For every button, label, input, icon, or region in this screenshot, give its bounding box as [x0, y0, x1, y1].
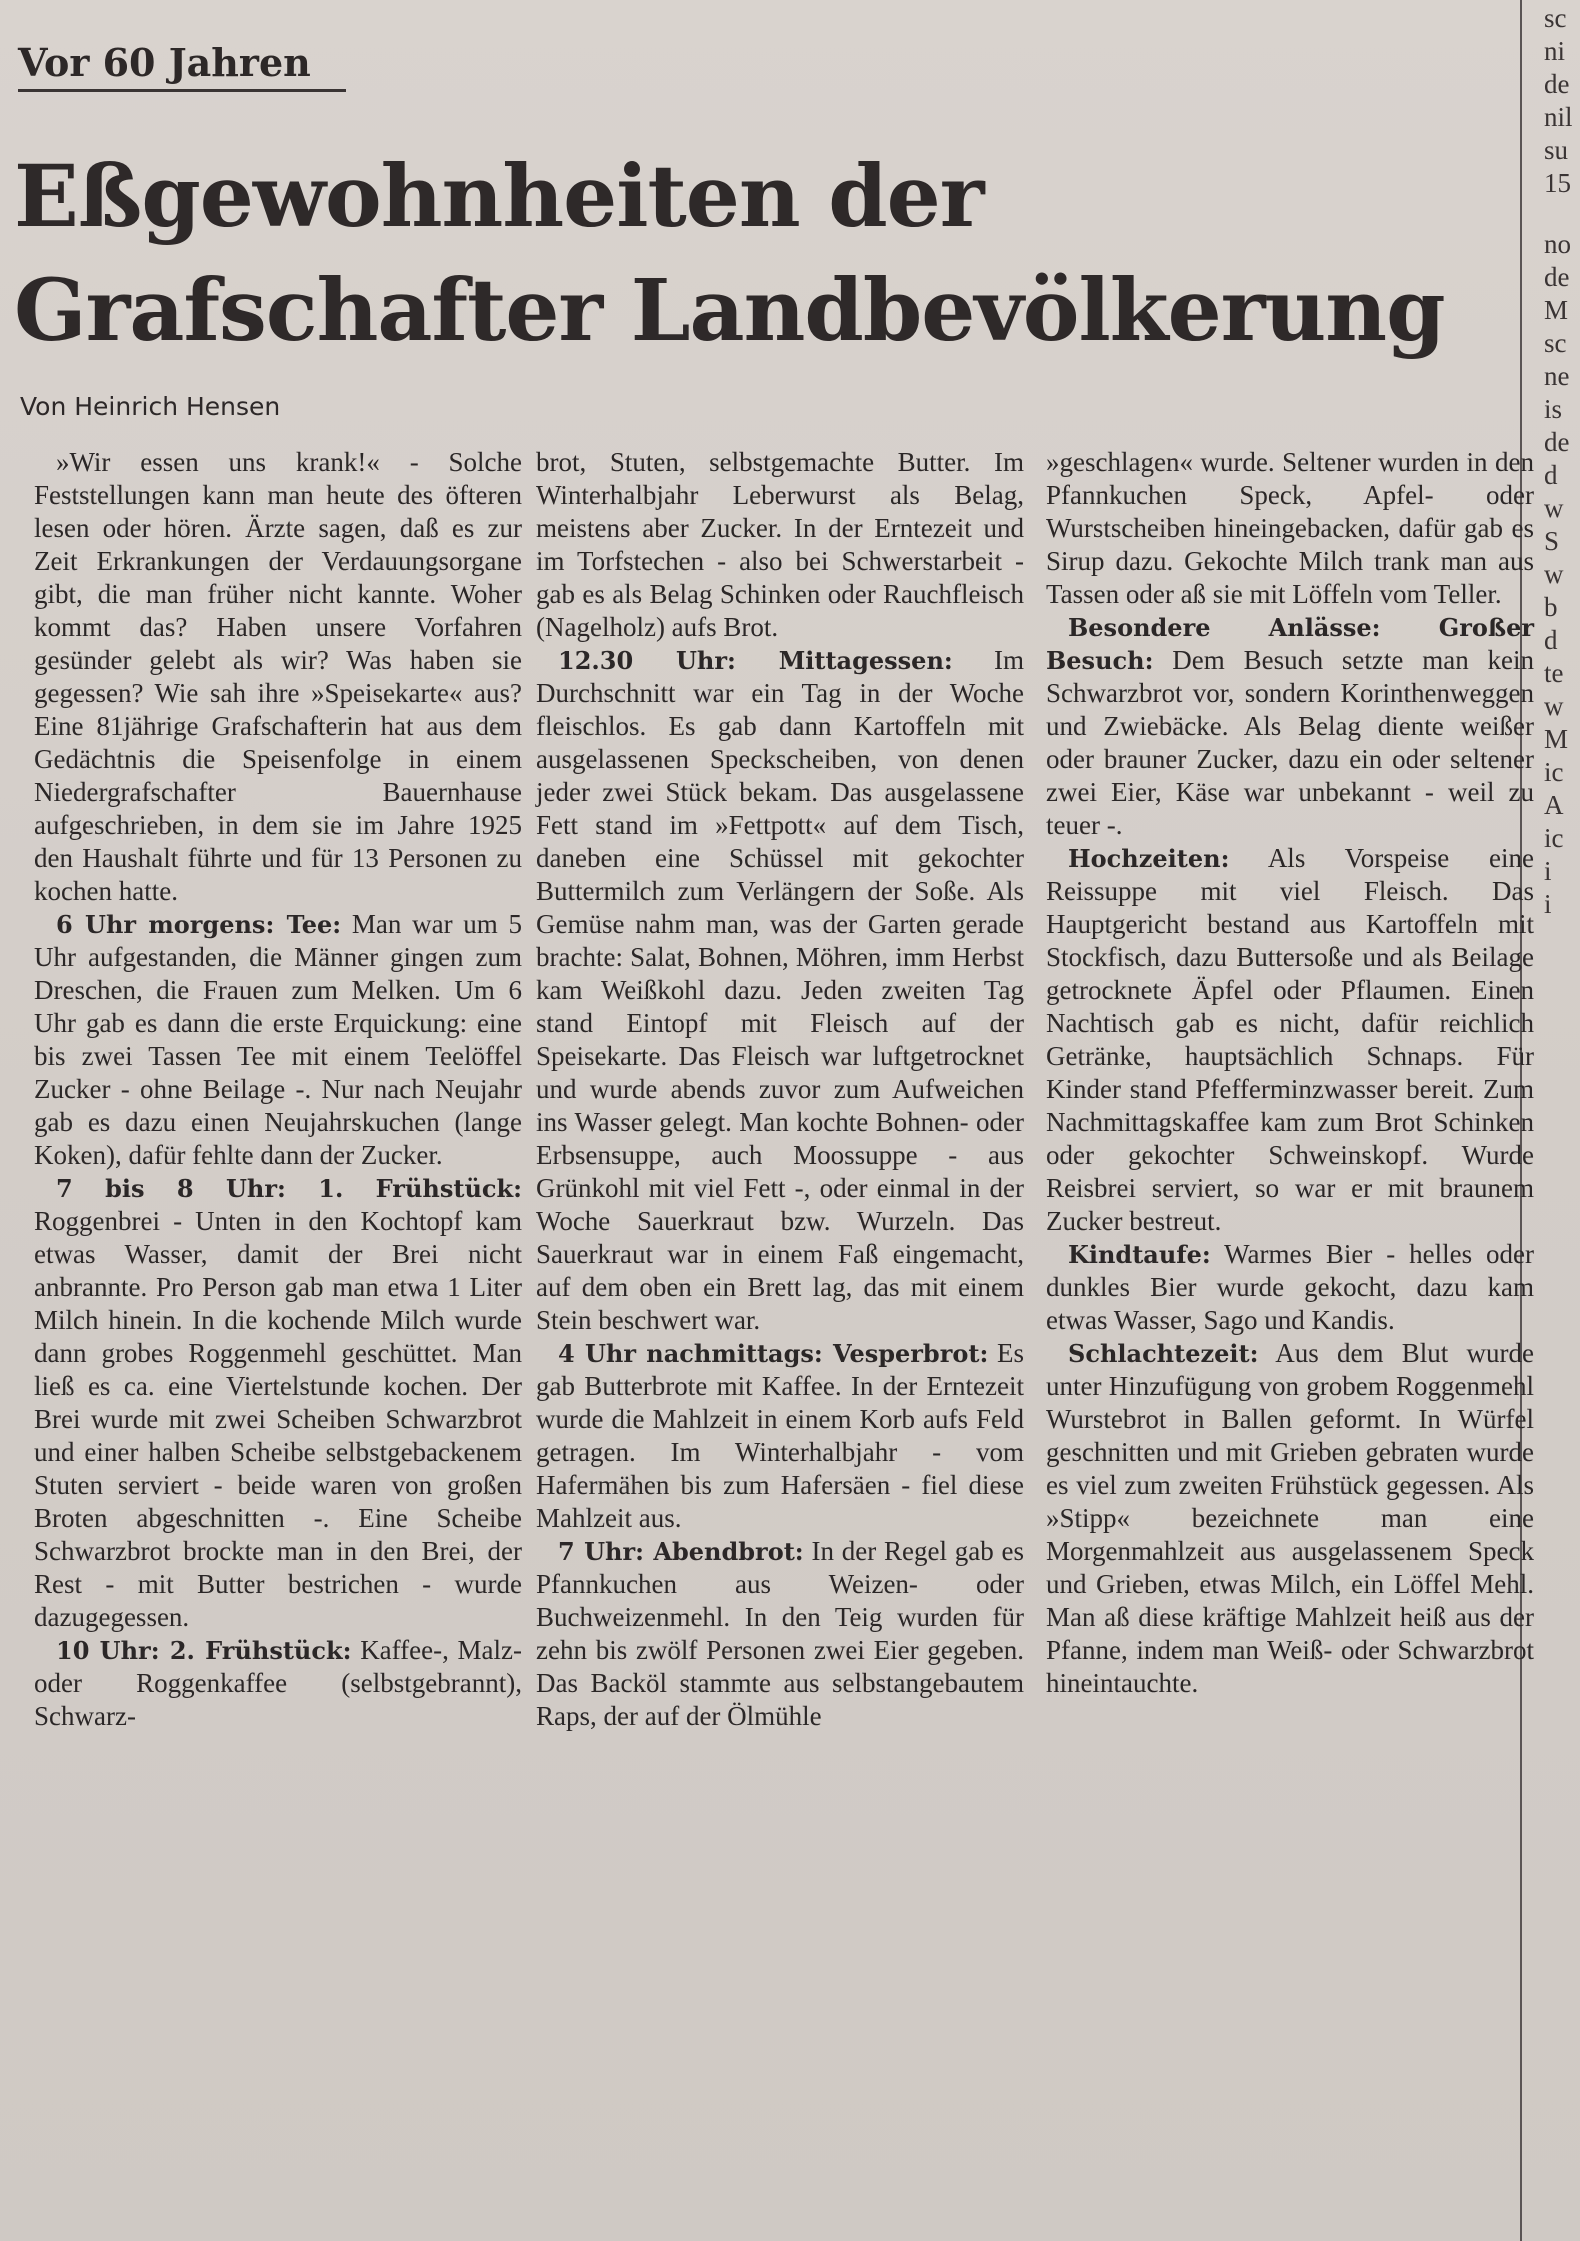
fragment-line: i [1544, 856, 1552, 886]
fragment-line: A [1544, 790, 1564, 820]
section-text: Dem Besuch setzte man kein Schwarzbrot vor, sondern Korinthenweggen und Zwiebäcke. Als Belag diente weißer oder brauner Zucker, dazu ein oder seltener zwei Eier, Käse war unbekannt - weil zu teuer -. [1046, 645, 1535, 840]
section-heading: 7 Uhr: Abendbrot: [558, 1537, 804, 1566]
fragment-line: de [1544, 427, 1570, 457]
section-heading: Kindtaufe: [1068, 1240, 1211, 1269]
fragment-line: te [1544, 658, 1564, 688]
section-mittagessen [536, 644, 1024, 1337]
kicker: Vor 60 Jahren [18, 40, 346, 92]
headline: Eßgewohnheiten der Grafschafter Landbevölkerung [14, 147, 1445, 361]
section-text: Roggenbrei - Unten in den Kochtopf kam etwas Wasser, damit der Brei nicht anbrannte. Pro Person gab man etwa 1 Liter Milch hinein. In die kochende Milch wurde dann grobes Roggenmehl geschüttet. Man ließ es ca. eine Viertelstunde kochen. Der Brei wurde mit zwei Scheiben Schwarzbrot und einer halben Scheibe selbstgebackenem Stuten serviert - beide waren von großen Broten abgeschnitten -. Eine Scheibe Schwarzbrot brockte man in den Brei, der Rest - mit Butter bestrichen - wurde dazugegessen. [34, 1206, 522, 1632]
fragment-line: w [1544, 559, 1564, 589]
section-heading: 4 Uhr nachmittags: Vesperbrot: [558, 1339, 989, 1368]
fragment-line: d [1544, 460, 1558, 490]
section-text: Als Vorspeise eine Reissuppe mit viel Fleisch. Das Hauptgericht bestand aus Kartoffeln mit Stockfisch, dazu Buttersoße und als Beilage getrocknete Äpfel oder Pflaumen. Einen Nachtisch gab es nicht, dafür reichlich Getränke, hauptsächlich Schnaps. Für Kinder stand Pfefferminzwasser bereit. Zum Nachmittagskaffee kam zum Brot Schinken oder gekochter Schweinskopf. Wurde Reisbrei serviert, so war er mit braunem Zucker bestreut. [1046, 843, 1535, 1236]
section-schlachtezeit [1046, 1337, 1534, 1700]
section-heading: 6 Uhr morgens: Tee: [56, 910, 342, 939]
section-text: Kaffee-, Malz- oder Roggenkaffee (selbstgebrannt), Schwarz- [34, 1635, 523, 1731]
fragment-line: de [1544, 262, 1570, 292]
section-heading: Schlachtezeit: [1068, 1339, 1259, 1368]
article-column-3 [1046, 446, 1534, 1700]
fragment-line: w [1544, 691, 1564, 721]
section-text: Im Durchschnitt war ein Tag in der Woche fleischlos. Es gab dann Kartoffeln mit ausgelassenen Speckscheiben, von denen jeder zwei Stück bekam. Das ausgelassene Fett stand im »Fettpott« auf dem Tisch, daneben eine Schüssel mit gekochter Buttermilch zum Verlängern der Soße. Als Gemüse nahm man, was der Garten gerade brachte: Salat, Bohnen, Möhren, imm Herbst kam Weißkohl dazu. Jeden zweiten Tag stand Eintopf mit Fleisch auf der Speisekarte. Das Fleisch war luftgetrocknet und wurde abends zuvor zum Aufweichen ins Wasser gelegt. Man kochte Bohnen- oder Erbsensuppe, auch Moossuppe - aus Grünkohl mit viel Fett -, oder einmal in der Woche Sauerkraut bzw. Wurzeln. Das Sauerkraut war in einem Faß eingemacht, auf dem oben ein Brett lag, das mit einem Stein beschwert war. [536, 645, 1024, 1335]
fragment-line: su [1544, 135, 1569, 165]
section-fruehstueck-1 [34, 1172, 522, 1634]
section-text: Es gab Butterbrote mit Kaffee. In der Erntezeit wurde die Mahlzeit in einem Korb aufs Feld getragen. Im Winterhalbjahr - vom Hafermähen bis zum Hafersäen - fiel diese Mahlzeit aus. [536, 1338, 1024, 1533]
section-tee [34, 908, 522, 1172]
adjacent-article-fragment-middle [1544, 228, 1580, 921]
section-heading: 10 Uhr: 2. Frühstück: [56, 1636, 352, 1665]
fragment-line: is [1544, 394, 1563, 424]
fragment-line: M [1544, 724, 1569, 754]
article-column-1 [34, 446, 522, 1733]
section-abendbrot [536, 1535, 1024, 1733]
section-besondere-anlaesse [1046, 611, 1534, 842]
article-column-2 [536, 446, 1024, 1733]
section-kindtaufe [1046, 1238, 1534, 1337]
fragment-line: sc [1544, 3, 1567, 33]
byline: Von Heinrich Hensen [20, 392, 281, 421]
fragment-line: w [1544, 493, 1564, 523]
section-heading: 12.30 Uhr: Mittagessen: [558, 646, 953, 675]
fragment-line: sc [1544, 328, 1567, 358]
section-heading: Besondere Anlässe: Großer Besuch: [1046, 613, 1534, 675]
section-fruehstueck-2 [34, 1634, 522, 1733]
fragment-line: no [1544, 229, 1571, 259]
fragment-line: de [1544, 69, 1570, 99]
fragment-line: b [1544, 592, 1558, 622]
fragment-line: d [1544, 625, 1558, 655]
fragment-line: 15 [1544, 168, 1571, 198]
adjacent-article-fragment-top [1544, 2, 1580, 200]
section-vesperbrot [536, 1337, 1024, 1535]
section-text: Warmes Bier - helles oder dunkles Bier wurde gekocht, dazu kam etwas Wasser, Sago und Kandis. [1046, 1239, 1534, 1335]
section-text: Man war um 5 Uhr aufgestanden, die Männer gingen zum Dreschen, die Frauen zum Melken. Um 6 Uhr gab es dann die erste Erquickung: eine bis zwei Tassen Tee mit einem Teelöffel Zucker - ohne Beilage -. Nur nach Neujahr gab es dazu einen Neujahrskuchen (lange Koken), dafür fehlte dann der Zucker. [34, 909, 523, 1170]
section-heading: 7 bis 8 Uhr: 1. Frühstück: [56, 1174, 522, 1203]
fragment-line: nil [1544, 102, 1573, 132]
fragment-line: ni [1544, 36, 1566, 66]
fragment-line: ic [1544, 823, 1564, 853]
section-text: Aus dem Blut wurde unter Hinzufügung von grobem Roggenmehl Wurstebrot in Ballen geformt. In Würfel geschnitten und mit Grieben gebraten wurde es viel zum zweiten Frühstück gegessen. Als »Stipp« bezeichnete man eine Morgenmahlzeit aus ausgelassenem Speck und Grieben, etwas Milch, ein Löffel Mehl. Man aß diese kräftige Mahlzeit heiß aus der Pfanne, indem man Weiß- oder Schwarzbrot hineintauchte. [1046, 1338, 1534, 1698]
section-text: In der Regel gab es Pfannkuchen aus Weizen- oder Buchweizenmehl. In den Teig wurden für zehn bis zwölf Personen zwei Eier gegeben. Das Backöl stammte aus selbstangebautem Raps, der auf der Ölmühle [536, 1536, 1025, 1731]
section-hochzeiten [1046, 842, 1534, 1238]
fragment-line: ne [1544, 361, 1570, 391]
continued-paragraph: brot, Stuten, selbstgemachte Butter. Im Winterhalbjahr Leberwurst als Belag, meistens aber Zucker. In der Erntezeit und im Torfstechen - also bei Schwerstarbeit - gab es als Belag Schinken oder Rauchfleisch (Nagelholz) aufs Brot. [536, 447, 1024, 642]
fragment-line: ic [1544, 757, 1564, 787]
fragment-line: M [1544, 295, 1569, 325]
fragment-line: i [1544, 889, 1552, 919]
fragment-line: S [1544, 526, 1560, 556]
intro-paragraph: »Wir essen uns krank!« - Solche Feststellungen kann man heute des öfteren lesen oder hören. Ärzte sagen, daß es zur Zeit Erkrankungen der Verdauungsorgane gibt, die man früher nicht kannte. Woher kommt das? Haben unsere Vorfahren gesünder gelebt als wir? Was haben sie gegessen? Wie sah ihre »Speisekarte« aus? Eine 81jährige Grafschafterin hat aus dem Gedächtnis die Speisenfolge in einem Niedergrafschafter Bauernhause aufgeschrieben, in dem sie im Jahre 1925 den Haushalt führte und für 13 Personen zu kochen hatte. [34, 447, 522, 906]
section-heading: Hochzeiten: [1068, 844, 1230, 873]
continued-paragraph: »geschlagen« wurde. Seltener wurden in den Pfannkuchen Speck, Apfel- oder Wurstscheiben hineingebacken, dafür gab es Sirup dazu. Gekochte Milch trank man aus Tassen oder aß sie mit Löffeln vom Teller. [1046, 447, 1534, 609]
